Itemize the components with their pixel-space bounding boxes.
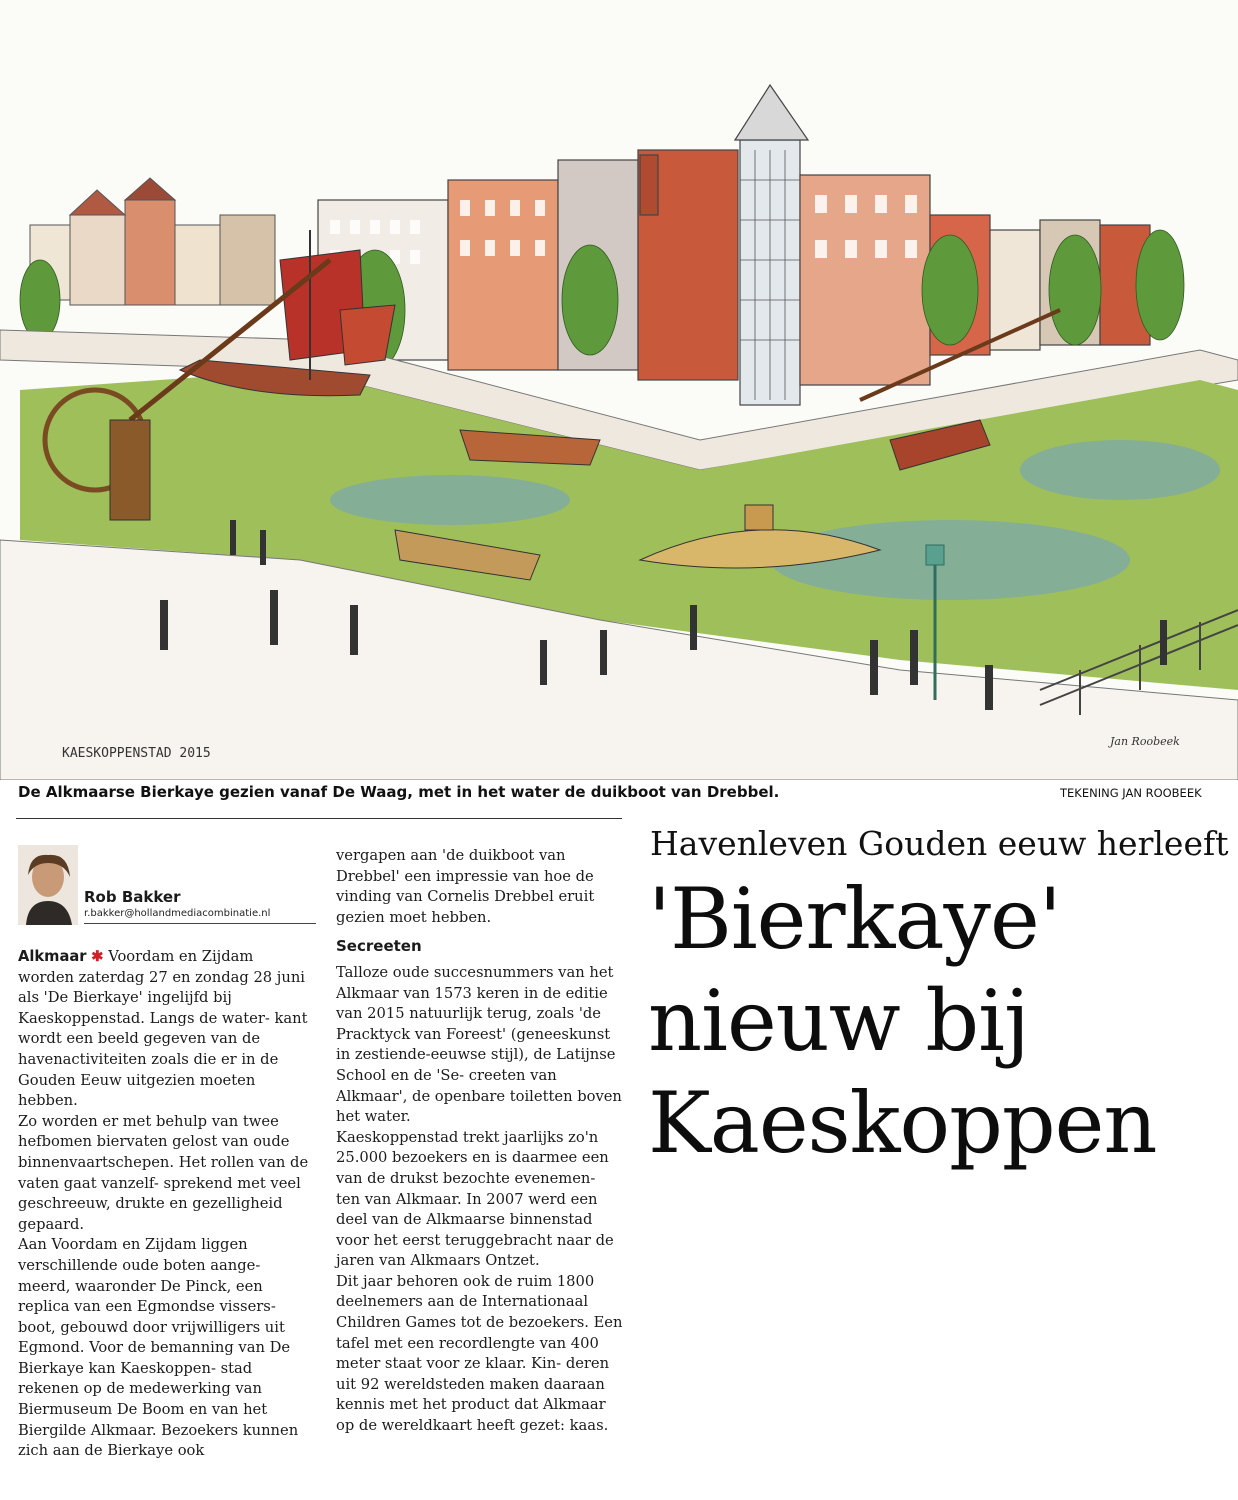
column-top-rule	[16, 818, 622, 819]
headline-line: nieuw bij	[648, 972, 1030, 1070]
image-caption: De Alkmaarse Bierkaye gezien vanaf De Waag, met in het water de duikboot van Drebbel.	[18, 783, 780, 801]
article-column-1	[18, 947, 310, 1462]
illustration-signature-left: KAESKOPPENSTAD 2015	[62, 746, 211, 761]
headline-line: 'Bierkaye'	[648, 870, 1061, 968]
kicker-headline: Havenleven Gouden eeuw herleeft	[650, 824, 1229, 863]
article-paragraph: Kaeskoppenstad trekt jaarlijks zo'n 25.000 bezoekers en is daarmee een van de drukst bezochte evenemen- ten van Alkmaar. In 2007 werd een deel van de Alkmaarse binnenstad voor het eerst teruggebracht naar de jaren van Alkmaars Ontzet.	[336, 1128, 614, 1270]
image-credit: TEKENING JAN ROOBEEK	[1060, 786, 1202, 800]
article-paragraph: Aan Voordam en Zijdam liggen verschillende oude boten aange- meerd, waaronder De Pinck, een replica van een Egmondse vissers- boot, gebouwd door vrijwilligers uit Egmond. Voor de bemanning van De Bierkaye kan Kaeskoppen- stad rekenen op de medewerking van Biermuseum De Boom en van het Biergilde Alkmaar. Bezoekers kunnen zich aan de Bierkaye ook	[18, 1236, 299, 1460]
illustration-signature-right: Jan Roobeek	[1110, 735, 1180, 748]
dateline: Alkmaar	[18, 948, 87, 965]
headline-line: Kaeskoppen	[648, 1074, 1157, 1172]
article-paragraph: Talloze oude succesnummers van het Alkmaar van 1573 keren in de editie van 2015 natuurlijk terug, zoals 'de Pracktyck van Foreest' (geneeskunst in zestiende-eeuwse stijl), de Latijnse School en de 'Se- creeten van Alkmaar', de openbare toiletten boven het water.	[336, 963, 622, 1126]
article-paragraph: Zo worden er met behulp van twee hefbomen biervaten gelost van oude binnenvaartschepen. Het rollen van de vaten gaat vanzelf- sprekend met veel geschreeuw, drukte en gezelligheid gepaard.	[18, 1112, 309, 1233]
article-paragraph: Dit jaar behoren ook de ruim 1800 deelnemers aan de Internationaal Children Games tot de bezoekers. Een tafel met een recordlengte van 400 meter staat voor ze klaar. Kin- deren uit 92 wereldsteden maken daaraan kennis met het product dat Alkmaar op de wereldkaart heeft gezet: kaas.	[336, 1272, 623, 1435]
article-column-2	[336, 846, 624, 1437]
asterisk-icon: ✱	[91, 948, 104, 965]
article-paragraph: vergapen aan 'de duikboot van Drebbel' een impressie van hoe de vinding van Cornelis Drebbel eruit gezien moet hebben.	[336, 847, 595, 926]
subheading: Secreeten	[336, 937, 422, 956]
author-rule	[84, 923, 316, 924]
main-headline	[648, 868, 1238, 1174]
author-photo	[18, 845, 78, 925]
author-name: Rob Bakker	[84, 888, 181, 906]
article-paragraph	[18, 947, 310, 1112]
author-email[interactable]: r.bakker@hollandmediacombinatie.nl	[84, 908, 271, 919]
paragraph-text: Voordam en Zijdam worden zaterdag 27 en zondag 28 juni als 'De Bierkaye' ingelijfd bij Kaeskoppenstad. Langs de water- kant wordt een beeld gegeven van de havenactiviteiten zoals die er in de Gouden Eeuw uitgezien moeten hebben.	[18, 948, 308, 1110]
